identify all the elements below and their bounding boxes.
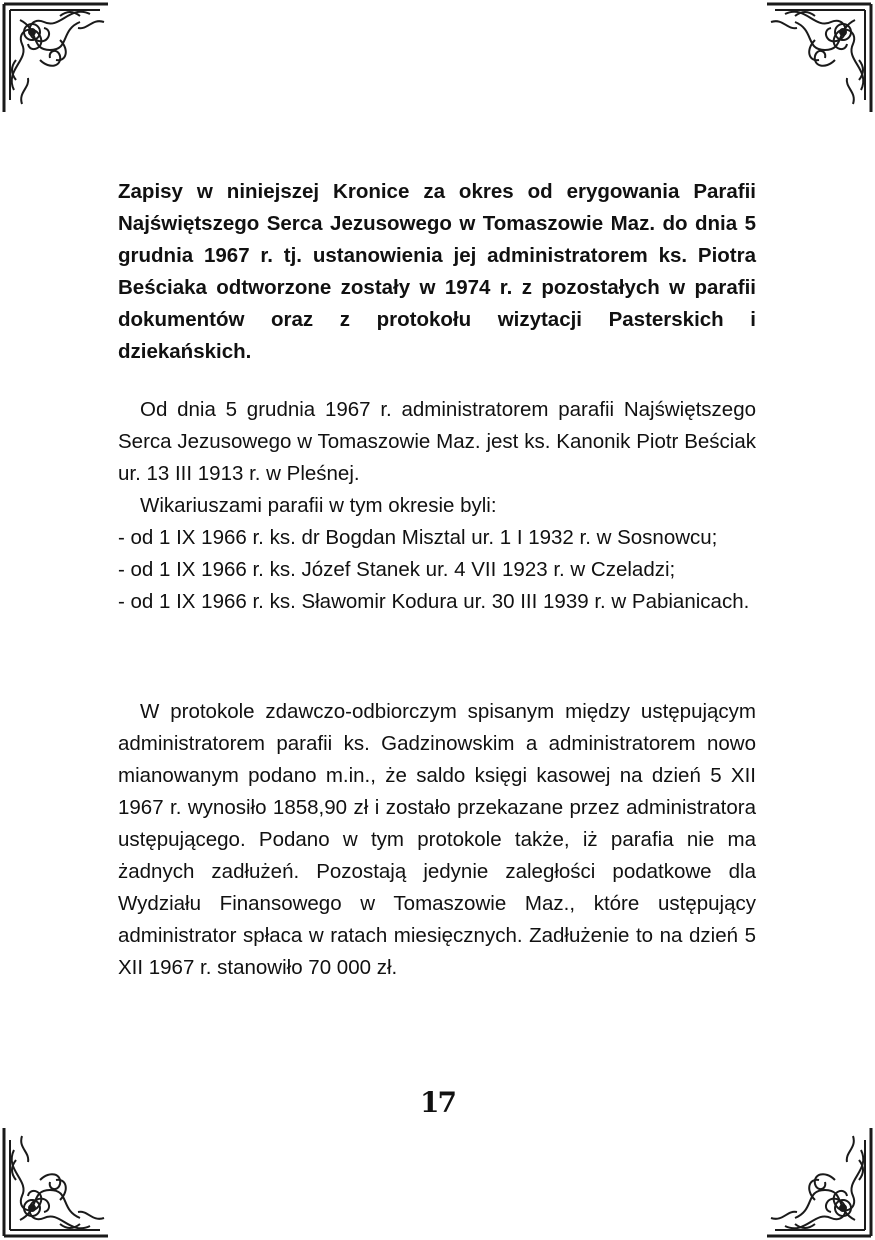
vicar-item: - od 1 IX 1966 r. ks. Józef Stanek ur. 4 VII 1923 r. w Czeladzi; xyxy=(118,558,676,581)
vicars-heading: Wikariuszami parafii w tym okresie byli: xyxy=(140,494,497,517)
protocol-section xyxy=(118,696,756,984)
baroque-corner-ornament-icon xyxy=(763,0,875,118)
baroque-corner-ornament-icon xyxy=(763,1122,875,1240)
vicar-item: - od 1 IX 1966 r. ks. dr Bogdan Misztal ur. 1 I 1932 r. w Sosnowcu; xyxy=(118,526,718,549)
administrator-section xyxy=(118,394,756,618)
protocol-paragraph: W protokole zdawczo-odbiorczym spisanym między ustępującym administratorem parafii ks. Gadzinowskim a administratorem nowo mianowanym podano m.in., że saldo księgi kasowej na dzień 5 XII 1967 r. wynosiło 1858,90 zł i zostało przekazane przez administratora ustępującego. Podano w tym protokole także, iż parafia nie ma żadnych zadłużeń. Pozostają jedynie zaległości podatkowe dla Wydziału Finansowego w Tomaszowie Maz., które ustępujący administrator spłaca w ratach miesięcznych. Zadłużenie to na dzień 5 XII 1967 r. stanowiło 70 000 zł. xyxy=(118,700,756,979)
vicar-item: - od 1 IX 1966 r. ks. Sławomir Kodura ur. 30 III 1939 r. w Pabianicach. xyxy=(118,590,750,613)
corner-ornament-top-left xyxy=(0,0,112,118)
baroque-corner-ornament-icon xyxy=(0,1122,112,1240)
page-number: 17 xyxy=(420,1086,455,1119)
intro-text: Zapisy w niniejszej Kronice za okres od erygowania Parafii Najświętszego Serca Jezusowego w Tomaszowie Maz. do dnia 5 grudnia 1967 r. tj. ustanowienia jej administratorem ks. Piotra Beściaka odtworzone zostały w 1974 r. z pozostałych w parafii dokumentów oraz z protokołu wizytacji Pasterskich i dziekańskich. xyxy=(118,180,756,363)
corner-ornament-top-right xyxy=(763,0,875,118)
corner-ornament-bottom-left xyxy=(0,1122,112,1240)
intro-paragraph xyxy=(118,176,756,368)
administrator-paragraph: Od dnia 5 grudnia 1967 r. administratorem parafii Najświętszego Serca Jezusowego w Tomaszowie Maz. jest ks. Kanonik Piotr Beściak ur. 13 III 1913 r. w Pleśnej. xyxy=(118,398,756,485)
baroque-corner-ornament-icon xyxy=(0,0,112,118)
corner-ornament-bottom-right xyxy=(763,1122,875,1240)
